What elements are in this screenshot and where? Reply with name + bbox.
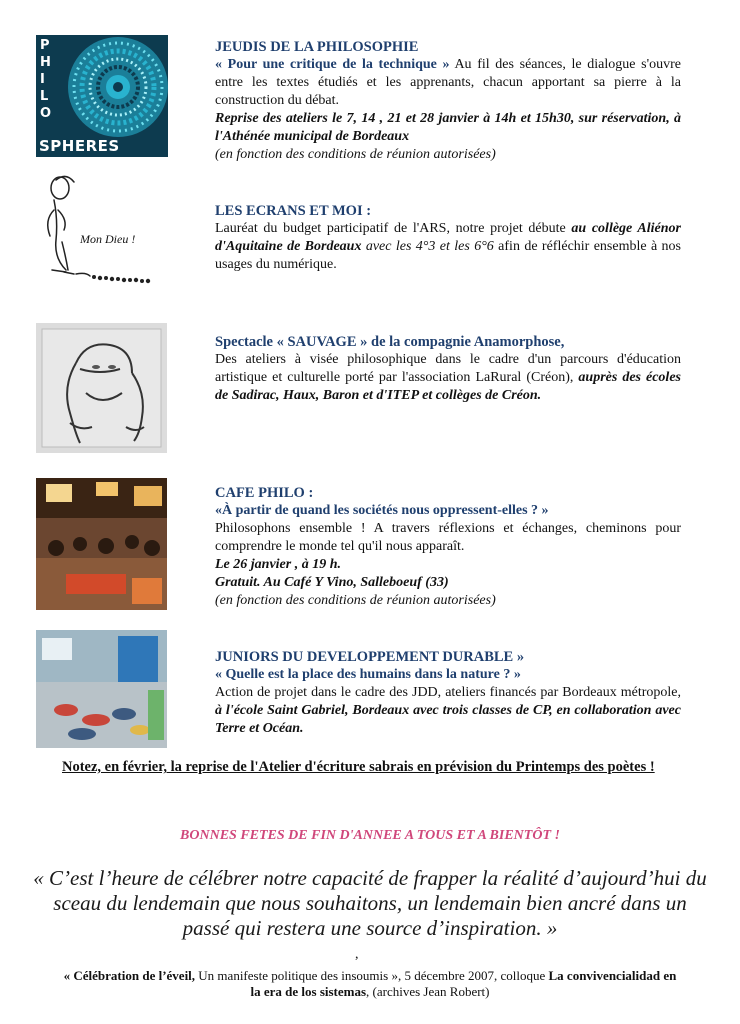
greeting: BONNES FETES DE FIN D'ANNEE A TOUS ET A BIENTÔT !: [180, 828, 560, 843]
section-body: [215, 684, 681, 738]
section-place: Gratuit. Au Café Y Vino, Salleboeuf (33): [215, 575, 449, 590]
citation-middle: Un manifeste politique des insoumis », 5 décembre 2007, colloque: [195, 968, 549, 983]
citation: [60, 968, 680, 1000]
logo-word: SPHERES: [39, 137, 120, 155]
section-note: (en fonction des conditions de réunion autorisées): [215, 593, 496, 608]
section-date: Le 26 janvier , à 19 h.: [215, 557, 341, 572]
logo-letter: L: [40, 89, 49, 104]
section-jdd: [215, 648, 681, 738]
stick-figure-icon: [36, 170, 170, 288]
section-schedule: Reprise des ateliers le 7, 14 , 21 et 28 janvier à 14h et 15h30, sur réservation, à l'Athénée municipal de Bordeaux: [215, 111, 681, 144]
section-body-text: Des ateliers à visée philosophique dans le cadre d'un parcours d'éducation artistique et culturelle porté par l'association LaRural (Créon),: [215, 352, 681, 385]
logo-letter: O: [40, 106, 52, 121]
section-ecrans: [215, 202, 681, 274]
section-sauvage: [215, 333, 681, 405]
section-body-end: afin de réfléchir ensemble à nos usages du numérique.: [215, 239, 682, 272]
logo-letter: P: [40, 38, 50, 53]
citation-event: La convivencialidad en la era de los sistemas: [250, 968, 677, 999]
section-body-classes: avec les 4°3 et les 6°6: [361, 239, 494, 254]
logo-letter: H: [40, 55, 51, 70]
section-title: Spectacle « SAUVAGE » de la compagnie Anamorphose,: [215, 334, 565, 350]
section-cafe-philo: [215, 484, 681, 610]
section-title: LES ECRANS ET MOI :: [215, 203, 372, 219]
section-philosophie: [215, 38, 681, 164]
footer-note: Notez, en février, la reprise de l'Atelier d'écriture sabrais en prévision du Printemps des poètes !: [62, 759, 655, 775]
gorilla-sketch-icon: [36, 323, 167, 453]
section-body: Philosophons ensemble ! A travers réflexions et échanges, cheminons pour comprendre le monde tel qu'il nous apparaît.: [215, 521, 681, 554]
cafe-philo-photo: [36, 478, 167, 610]
classroom-photo-icon: [36, 630, 167, 748]
logo-letters: [40, 37, 54, 122]
section-body-text: Lauréat du budget participatif de l'ARS, notre projet débute: [215, 221, 572, 236]
section-body-highlight: auprès des écoles de Sadirac, Haux, Baron et d'ITEP et collèges de Créon.: [215, 370, 681, 403]
section-subtitle: « Quelle est la place des humains dans la nature ? »: [215, 667, 521, 682]
section-subtitle: «À partir de quand les sociétés nous oppressent-elles ? »: [215, 503, 549, 518]
section-intro-text: Au fil des séances, le dialogue s'ouvre entre les textes étudiés et les apprenants, chacun apportant sa pierre à la construction du débat.: [215, 57, 681, 108]
citation-end: , (archives Jean Robert): [366, 984, 490, 999]
mon-dieu-drawing: [36, 170, 170, 288]
section-title: CAFE PHILO :: [215, 485, 314, 501]
section-body-highlight: à l'école Saint Gabriel, Bordeaux avec trois classes de CP, en collaboration avec Terre et Océan.: [215, 703, 681, 736]
section-title: JUNIORS DU DEVELOPPEMENT DURABLE »: [215, 649, 525, 665]
quote: « C’est l’heure de célébrer notre capacité de frapper la réalité d’aujourd’hui du sceau du lendemain que nous souhaitons, un lendemain bien ancré dans un passé qui restera une source d’inspiration. »: [33, 866, 707, 940]
philospheres-logo: [36, 35, 168, 157]
section-subtitle: « Pour une critique de la technique »: [215, 57, 450, 72]
sauvage-sketch: [36, 323, 167, 453]
drawing-caption: Mon Dieu !: [80, 232, 136, 246]
section-body: [215, 220, 681, 274]
citation-title: « Célébration de l’éveil,: [63, 968, 196, 983]
jdd-classroom-photo: [36, 630, 167, 748]
section-body-highlight: au collège Aliénor d'Aquitaine de Bordeaux: [215, 221, 681, 254]
section-intro: [215, 56, 681, 110]
cafe-photo-icon: [36, 478, 167, 610]
section-note: (en fonction des conditions de réunion autorisées): [215, 147, 496, 162]
section-body: [215, 351, 681, 405]
quote-comma: ,: [355, 947, 359, 962]
section-title: JEUDIS DE LA PHILOSOPHIE: [215, 39, 419, 55]
section-body-text: Action de projet dans le cadre des JDD, ateliers financés par Bordeaux métropole,: [215, 685, 681, 700]
logo-letter: I: [40, 72, 45, 87]
